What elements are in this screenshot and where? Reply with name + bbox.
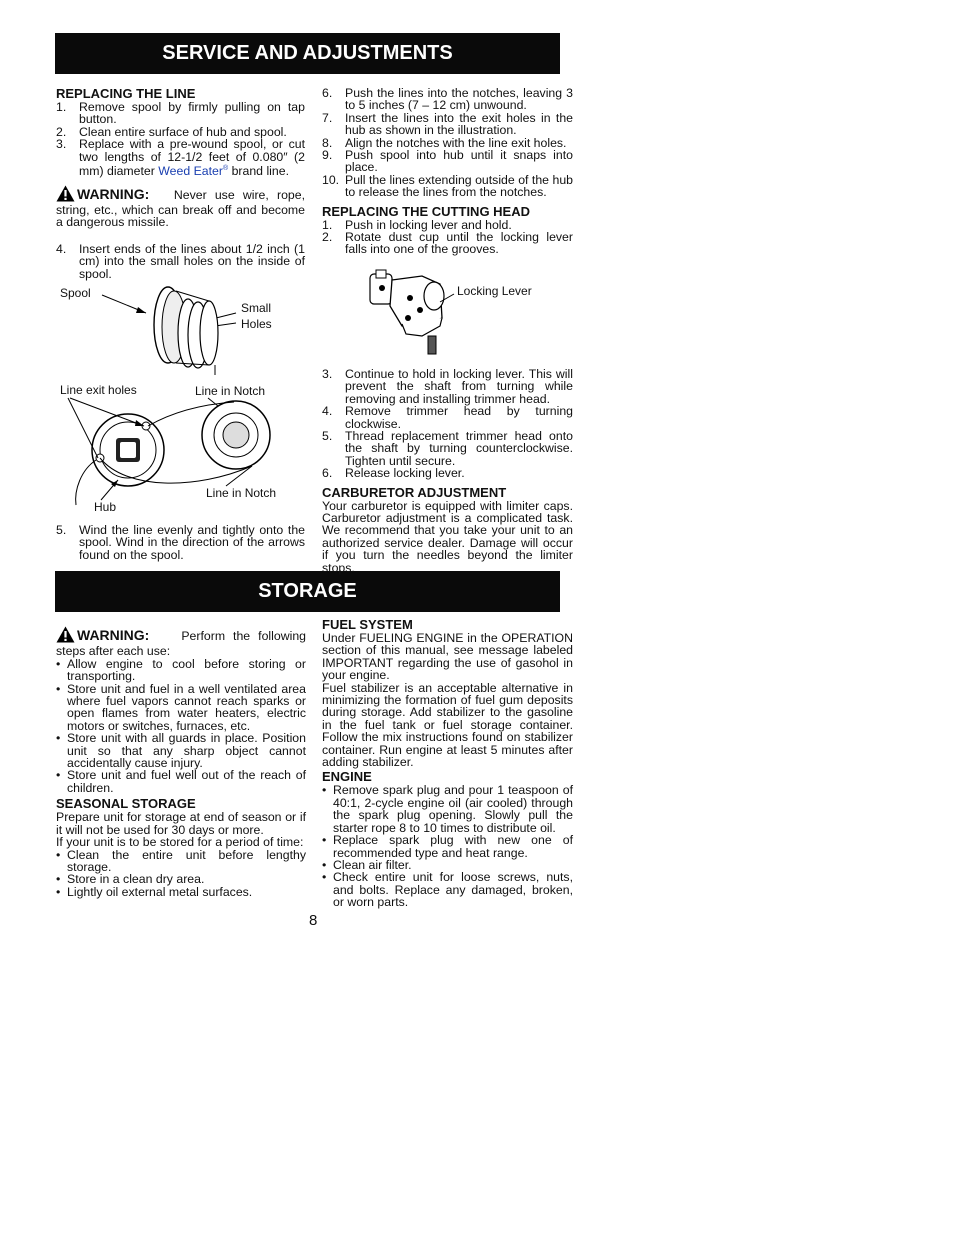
figure-label-locking-lever: Locking Lever <box>457 284 532 298</box>
list-item: • Store unit and fuel well out of the reach of children. <box>56 768 306 795</box>
figure-label-line-in-notch-bottom: Line in Notch <box>206 486 277 500</box>
engine-heading: ENGINE <box>322 769 372 785</box>
warning-triangle-icon <box>56 626 75 645</box>
hub-drawing <box>56 380 306 515</box>
carburetor-text: Your carburetor is equipped with limiter caps. Carburetor adjustment is a complicated task. We recommend that you take your unit to an authorized service dealer. Damage will occur if you turn the needles beyond the limiter stops. <box>322 498 573 575</box>
section-banner-service: SERVICE AND ADJUSTMENTS <box>55 33 560 74</box>
warning-text: Perform the following steps after each use: <box>56 629 306 659</box>
fuel-text-2: Fuel stabilizer is an acceptable alternative in minimizing the formation of fuel gum deposits during storage. Add stabilizer to the gasoline in the fuel tank or fuel storage container. Follow the mix instructions found on stabilizer container. Run engine at least 5 minutes after adding stabilizer. <box>322 680 573 770</box>
figure-label-spool: Spool <box>60 286 91 300</box>
list-item: 7. Insert the lines into the exit holes in the hub as shown in the illustration. <box>322 110 573 138</box>
spool-figure <box>56 283 306 378</box>
list-item: 5. Wind the line evenly and tightly onto the spool. Wind in the direction of the arrows found on the spool. <box>56 523 305 562</box>
warning-label: WARNING: <box>77 627 150 643</box>
warning-block <box>56 185 305 229</box>
right-column-service <box>322 87 573 256</box>
list-item: 6. Release locking lever. <box>322 466 465 481</box>
storage-left-column <box>56 626 306 898</box>
seasonal-text-2: If your unit is to be stored for a period of time: <box>56 835 304 850</box>
gearbox-drawing <box>362 266 562 361</box>
list-item: 4. Remove trimmer head by turning clockwise. <box>322 404 573 431</box>
list-item: • Remove spark plug and pour 1 teaspoon of 40:1, 2-cycle engine oil (air cooled) through the spark plug opening. Slowly pull the starter rope 8 to 10 times to distribute oil. <box>322 783 573 835</box>
list-item: • Replace spark plug with new one of recommended type and heat range. <box>322 833 573 860</box>
figure-label-line-in-notch-top: Line in Notch <box>195 384 266 398</box>
warning-label: WARNING: <box>77 185 150 202</box>
list-item: • Store in a clean dry area. <box>56 872 205 887</box>
list-item: 3. Continue to hold in locking lever. This will prevent the shaft from turning while removing and installing trimmer head. <box>322 367 573 406</box>
seasonal-text-1: Prepare unit for storage at end of season or if it will not be used for 30 days or more. <box>56 810 306 837</box>
list-item: 2. Rotate dust cup until the locking lever falls into one of the grooves. <box>322 230 573 257</box>
list-item: 9. Push spool into hub until it snaps into place. <box>322 148 573 175</box>
list-item: 10. Pull the lines extending outside of the hub to release the lines from the notches. <box>322 172 573 200</box>
fuel-system-heading: FUEL SYSTEM <box>322 617 413 632</box>
list-item: • Store unit with all guards in place. Position unit so that any sharp object cannot accidentally cause injury. <box>56 731 306 771</box>
list-item: 8. Align the notches with the line exit holes. <box>322 135 567 150</box>
list-item: • Check entire unit for loose screws, nuts, and bolts. Replace any damaged, broken, or worn parts. <box>322 870 573 910</box>
step-5 <box>56 524 305 561</box>
cutting-head-heading: REPLACING THE CUTTING HEAD <box>322 203 530 219</box>
list-item: • Store unit and fuel in a well ventilated area where fuel vapors cannot reach sparks or open flames from water heaters, electric motors or switches, furnaces, etc. <box>56 681 306 733</box>
list-item: 2. Clean entire surface of hub and spool. <box>56 124 287 139</box>
storage-right-column <box>322 618 573 909</box>
list-item: 4. Insert ends of the lines about 1/2 inch (1 cm) into the small holes on the inside of spool. <box>56 241 305 281</box>
list-item: • Lightly oil external metal surfaces. <box>56 884 253 899</box>
spool-drawing <box>56 283 306 378</box>
right-column-service-2 <box>322 368 573 574</box>
figure-label-holes: Holes <box>241 317 272 331</box>
list-item: • Clean air filter. <box>322 857 412 872</box>
figure-label-hub: Hub <box>94 500 117 514</box>
list-item: 3. Replace with a pre-wound spool, or cut two lengths of 12-1/2 feet of 0.080″ (2 mm) diameter Weed Eater® brand line. <box>56 137 305 179</box>
figure-label-small: Small <box>241 301 272 315</box>
list-item: 5. Thread replacement trimmer head onto the shaft by turning counterclockwise. Tighten until secure. <box>322 429 573 468</box>
brand-name: Weed Eater <box>158 164 223 179</box>
locking-lever-figure <box>362 266 562 361</box>
seasonal-storage-heading: SEASONAL STORAGE <box>56 796 196 812</box>
list-item: • Allow engine to cool before storing or transporting. <box>56 656 306 684</box>
list-item: • Clean the entire unit before lengthy storage. <box>56 847 306 874</box>
figure-label-line-exit-holes: Line exit holes <box>60 383 137 397</box>
replacing-line-section <box>56 87 305 280</box>
replacing-line-heading: REPLACING THE LINE <box>56 86 196 101</box>
page-number: 8 <box>309 912 318 929</box>
hub-figure <box>56 380 306 515</box>
storage-warning-block <box>56 626 306 658</box>
list-item: 6. Push the lines into the notches, leaving 3 to 5 inches (7 – 12 cm) unwound. <box>322 86 573 113</box>
list-item: 1. Remove spool by firmly pulling on tap button. <box>56 100 305 127</box>
warning-text: Never use wire, rope, string, etc., which can break off and become a dangerous missile. <box>56 187 306 230</box>
warning-triangle-icon <box>56 185 75 204</box>
carburetor-heading: CARBURETOR ADJUSTMENT <box>322 484 507 500</box>
list-item: 1. Push in locking lever and hold. <box>322 217 512 232</box>
fuel-text-1: Under FUELING ENGINE in the OPERATION section of this manual, see message labeled IMPORTANT regarding the use of gasohol in your engine. <box>322 631 573 683</box>
section-banner-storage: STORAGE <box>55 571 560 612</box>
